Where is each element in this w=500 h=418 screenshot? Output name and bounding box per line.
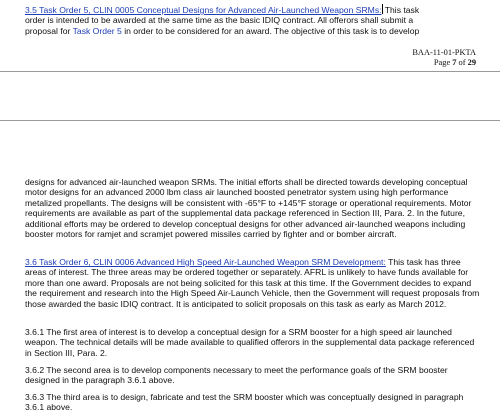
page-break-bottom-edge xyxy=(0,120,500,121)
page-break-space xyxy=(0,72,500,120)
document-page-bottom xyxy=(0,160,500,418)
section-3-6-3-paragraph: 3.6.3 The third area is to design, fabricate and test the SRM booster which was conceptually designed in paragraph 3.6.1 above. xyxy=(25,392,464,413)
section-3-5-line2: order is intended to be awarded at the same time as the basic IDIQ contract. All offerors shall submit a xyxy=(25,15,414,26)
section-3-6-heading[interactable]: 3.6 Task Order 6, CLIN 0006 Advanced High Speed Air-Launched Weapon SRM Development: xyxy=(25,257,386,267)
task-order-5-link[interactable]: Task Order 5 xyxy=(72,25,122,36)
document-page-top xyxy=(0,0,500,70)
section-3-5-heading[interactable]: 3.5 Task Order 5, CLIN 0005 Conceptual Designs for Advanced Air-Launched Weapon SRMs: xyxy=(25,5,382,15)
section-3-5-line3-post: in order to be considered for an award. The objective of this task is to develop xyxy=(121,25,420,36)
section-3-6-body: This task has three areas of interest. The three areas may be ordered together or separately. AFRL is unlikely to have funds available for more than one award. Proposals are not being solicited for this task at this time. If the Government decides to expand the requirement and research into the High Speed Air-Launch Vehicle, then the Government will request proposals from those awarded the basic IDIQ contract. It is anticipated to solicit proposals on this task as early as March 2012. xyxy=(25,257,480,309)
document-code: BAA-11-01-PKTA xyxy=(412,48,476,57)
section-3-6-1-paragraph: 3.6.1 The first area of interest is to develop a conceptual design for a SRM booster for a high speed air launched weapon. The technical details will be made available to qualified offerors in the supplemental data package referenced in Section III, Para. 2. xyxy=(25,327,475,358)
section-3-5-line3-pre: proposal for xyxy=(25,25,73,36)
section-3-6-paragraph xyxy=(25,257,480,309)
section-3-5-continuation: designs for advanced air-launched weapon SRMs. The initial efforts shall be directed towards developing conceptual motor designs for an advanced 2000 lbm class air launched boosted penetrator system using high performance metalized propellants. The designs will be consistent with -65°F to +145°F storage or operational requirements. Motor requirements are available as part of the supplemental data package referenced in Section III, Para. 2. In the future, additional efforts may be ordered to develop conceptual designs for other advanced air-launched weapons including booster motors for ramjet and scramjet powered missiles carried by fighter and or bomber aircraft. xyxy=(25,177,472,240)
page-number: Page 7 of 29 xyxy=(433,58,476,67)
page-footer-block xyxy=(412,48,476,68)
section-3-5-paragraph xyxy=(25,4,480,36)
page-break xyxy=(0,71,500,159)
section-3-6-2-paragraph: 3.6.2 The second area is to develop components necessary to meet the performance goals of the SRM booster designed in the paragraph 3.6.1 above. xyxy=(25,365,448,386)
section-3-5-line1-rest: This task xyxy=(382,5,420,15)
